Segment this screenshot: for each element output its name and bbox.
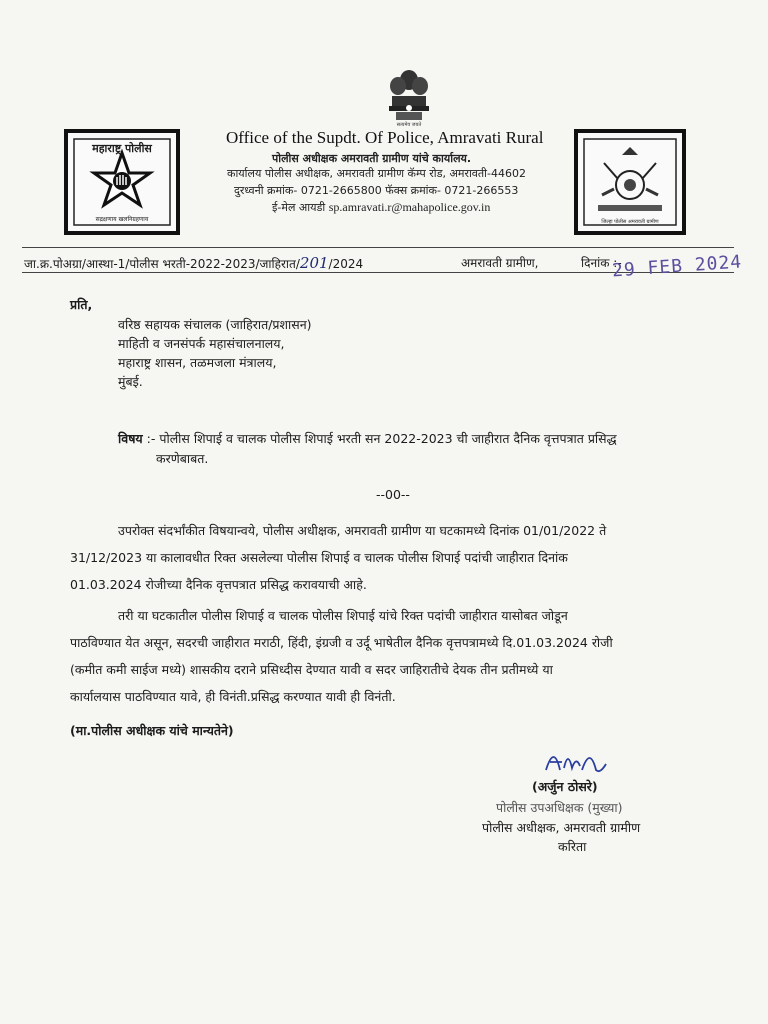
approval-note: (मा.पोलीस अधीक्षक यांचे मान्यतेने) <box>70 723 234 738</box>
office-address: कार्यालय पोलीस अधीक्षक, अमरावती ग्रामीण कॅम्प रोड, अमरावती-44602 <box>227 167 526 180</box>
left-logo-text: महाराष्ट्र पोलीस <box>92 142 152 155</box>
state-emblem <box>384 68 434 130</box>
paragraph-line: पाठविण्यात येत असून, सदरची जाहीरात मराठी, हिंदी, इंग्रजी व उर्दू भाषेतील दैनिक वृत्तपत्रामध्ये दि.01.03.2024 रोजी <box>70 635 613 650</box>
separator: --00-- <box>376 487 410 502</box>
right-logo-motto: जिल्हा पोलीस अमरावती ग्रामीण <box>601 219 659 225</box>
paragraph-line: कार्यालयास पाठविण्यात यावे, ही विनंती.प्रसिद्ध करण्यात यावी ही विनंती. <box>70 689 396 704</box>
signatory-name: (अर्जुन ठोसरे) <box>532 779 598 794</box>
ashoka-emblem-icon <box>384 68 434 130</box>
paragraph-line: 31/12/2023 या कालावधीत रिक्त असलेल्या पोलीस शिपाई व चालक पोलीस शिपाई पदांची जाहीरात दिनांक <box>70 550 568 565</box>
subject-label: विषय <box>118 431 143 446</box>
office-phone: दुरध्वनी क्रमांक- 0721-2665800 फॅक्स क्रमांक- 0721-266553 <box>234 184 519 197</box>
date-stamp: 29 FEB 2024 <box>611 251 743 282</box>
email-address: sp.amravati.r@mahapolice.gov.in <box>328 200 491 214</box>
reference-year: /2024 <box>328 257 364 271</box>
reference-prefix: जा.क्र.पोअग्रा/आस्था-1/पोलीस भरती-2022-2023/जाहिरात/ <box>24 257 300 271</box>
body-paragraph-1 <box>70 517 710 598</box>
signatory-designation: पोलीस उपअधिक्षक (मुख्या) <box>496 800 623 815</box>
recipient-line: वरिष्ठ सहायक संचालक (जाहिरात/प्रशासन) <box>118 317 312 332</box>
reference-number <box>24 254 363 272</box>
paragraph-line: 01.03.2024 रोजीच्या दैनिक वृत्तपत्रात प्रसिद्ध करावयाची आहे. <box>70 577 367 592</box>
subject-line-1 <box>118 430 617 447</box>
paragraph-line: तरी या घटकातील पोलीस शिपाई व चालक पोलीस शिपाई यांचे रिक्त पदांची जाहीरात यासोबत जोडून <box>118 608 568 623</box>
handwritten-number: 201 <box>299 254 329 272</box>
paragraph-line: उपरोक्त संदर्भांकीत विषयान्वये, पोलीस अधीक्षक, अमरावती ग्रामीण या घटकामध्ये दिनांक 01/01/2022 ते <box>118 523 607 538</box>
body-paragraph-2 <box>70 602 710 710</box>
subject-line-2: करणेबाबत. <box>156 451 209 466</box>
recipient-line: मुंबई. <box>118 374 143 389</box>
signatory-on-behalf: करिता <box>558 839 587 854</box>
left-logo-motto: सद्रक्षणाय खलनिग्रहणाय <box>95 216 149 223</box>
header-rule-top <box>22 247 734 248</box>
maharashtra-police-logo <box>64 129 180 235</box>
email-label: ई-मेल आयडी <box>272 201 326 214</box>
reference-place: अमरावती ग्रामीण, <box>461 256 539 270</box>
district-police-crest-icon <box>578 133 682 231</box>
subject-text: :- पोलीस शिपाई व चालक पोलीस शिपाई भरती सन 2022-2023 ची जाहीरात दैनिक वृत्तपत्रात प्रसिद्ध <box>146 431 617 446</box>
office-title-marathi: पोलीस अधीक्षक अमरावती ग्रामीण यांचे कार्यालय. <box>272 152 472 165</box>
recipient-line: माहिती व जनसंपर्क महासंचालनालय, <box>118 336 285 351</box>
amravati-rural-police-logo <box>574 129 686 235</box>
signatory-office: पोलीस अधीक्षक, अमरावती ग्रामीण <box>482 820 641 835</box>
date-label: दिनांक :- <box>581 256 622 270</box>
emblem-motto: सत्यमेव जयते <box>396 122 422 128</box>
office-title-english: Office of the Supdt. Of Police, Amravati Rural <box>226 128 544 147</box>
recipient-line: महाराष्ट्र शासन, तळमजला मंत्रालय, <box>118 355 277 370</box>
office-email-row <box>272 200 490 215</box>
paragraph-line: (कमीत कमी साईज मध्ये) शासकीय दराने प्रसिध्दीस देण्यात यावी व सदर जाहिरातीचे देयक तीन प्रतीमध्ये या <box>70 662 553 677</box>
recipient-to: प्रति, <box>70 297 93 312</box>
